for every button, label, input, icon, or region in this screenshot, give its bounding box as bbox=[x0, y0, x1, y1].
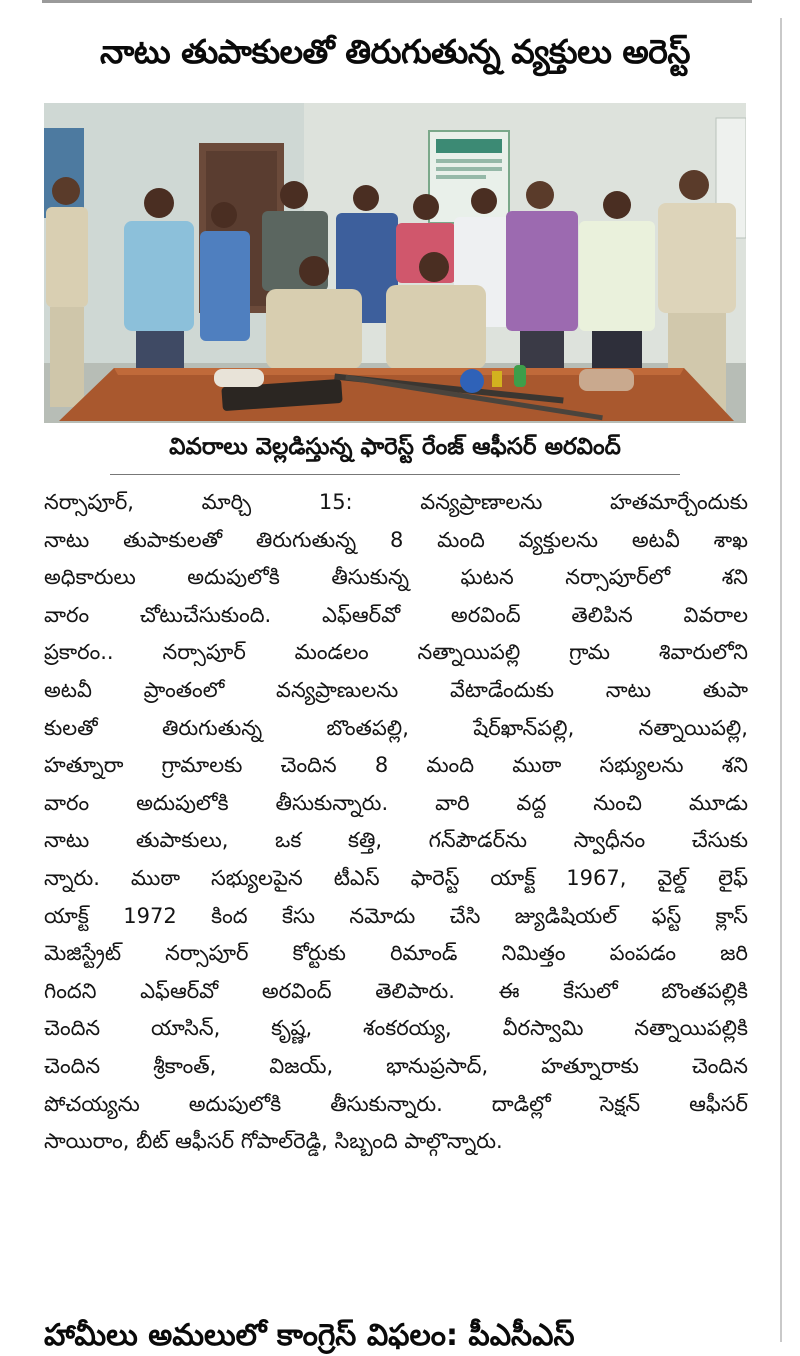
body-line: చెందిన శ్రీకాంత్, విజయ్, భానుప్రసాద్, హత్నూరాకు చెందిన bbox=[44, 1053, 748, 1078]
body-line: అధికారులు అదుపులోకి తీసుకున్న ఘటన నర్సాపూర్‌లో శని bbox=[44, 565, 748, 590]
body-line: నర్సాపూర్, మార్చి 15: వన్యప్రాణాలను హతమార్చేందుకు bbox=[44, 490, 748, 514]
top-rule bbox=[42, 0, 752, 3]
next-article-headline: హామీలు అమలులో కాంగ్రెస్ విఫలం: పీఎసీఎస్ bbox=[44, 1318, 575, 1353]
body-line: పోచయ్యను అదుపులోకి తీసుకున్నారు. దాడిల్లో సెక్షన్ ఆఫీసర్ bbox=[44, 1091, 748, 1116]
body-line: యాక్ట్ 1972 కింద కేసు నమోదు చేసి జ్యుడిషియల్ ఫస్ట్ క్లాస్ bbox=[44, 903, 748, 928]
body-line: చెందిన యాసిన్, కృష్ణ, శంకరయ్య, వీరస్వామి నత్నాయిపల్లికి bbox=[44, 1016, 748, 1041]
body-line: నాటు తుపాకులు, ఒక కత్తి, గన్‌పౌడర్‌ను స్వాధీనం చేసుకు bbox=[44, 828, 748, 853]
body-line: నాటు తుపాకులతో తిరుగుతున్న 8 మంది వ్యక్తులను అటవీ శాఖ bbox=[44, 527, 748, 552]
photo-caption: వివరాలు వెల్లడిస్తున్న ఫారెస్ట్ రేంజ్ ఆఫీసర్ అరవింద్ bbox=[169, 434, 621, 460]
body-line: గిందని ఎఫ్ఆర్‌వో అరవింద్ తెలిపారు. ఈ కేసులో బొంతపల్లికి bbox=[44, 978, 748, 1003]
body-line: కులతో తిరుగుతున్న బొంతపల్లి, షేర్‌ఖాన్‌పల్లి, నత్నాయిపల్లి, bbox=[44, 715, 748, 740]
news-photo bbox=[44, 103, 746, 423]
body-line: వారం అదుపులోకి తీసుకున్నారు. వారి వద్ద నుంచి మూడు bbox=[44, 790, 748, 815]
body-line: ప్రకారం.. నర్సాపూర్ మండలం నత్నాయిపల్లి గ్రామ శివారులోని bbox=[44, 640, 748, 665]
article-body bbox=[44, 484, 748, 1314]
body-line: హత్నూరా గ్రామాలకు చెందిన 8 మంది ముఠా సభ్యులను శని bbox=[44, 753, 748, 778]
body-line: న్నారు. ముఠా సభ్యులపైన టీఎస్ ఫారెస్ట్ యాక్ట్ 1967, వైల్డ్ లైఫ్ bbox=[44, 865, 748, 890]
body-line: సాయిరాం, బీట్ ఆఫీసర్ గోపాల్‌రెడ్డి, సిబ్బంది పాల్గొన్నారు. bbox=[44, 1129, 503, 1154]
article-headline: నాటు తుపాకులతో తిరుగుతున్న వ్యక్తులు అరెస్ట్ bbox=[99, 31, 691, 71]
body-line: మెజిస్ట్రేట్ నర్సాపూర్ కోర్టుకు రిమాండ్ నిమిత్తం పంపడం జరి bbox=[44, 941, 748, 966]
body-line: వారం చోటుచేసుకుంది. ఎఫ్ఆర్‌వో అరవింద్ తెలిపిన వివరాల bbox=[44, 602, 748, 627]
body-line: అటవీ ప్రాంతంలో వన్యప్రాణులను వేటాడేందుకు నాటు తుపా bbox=[44, 677, 748, 702]
column-divider bbox=[780, 18, 782, 1342]
caption-underline bbox=[110, 474, 680, 475]
